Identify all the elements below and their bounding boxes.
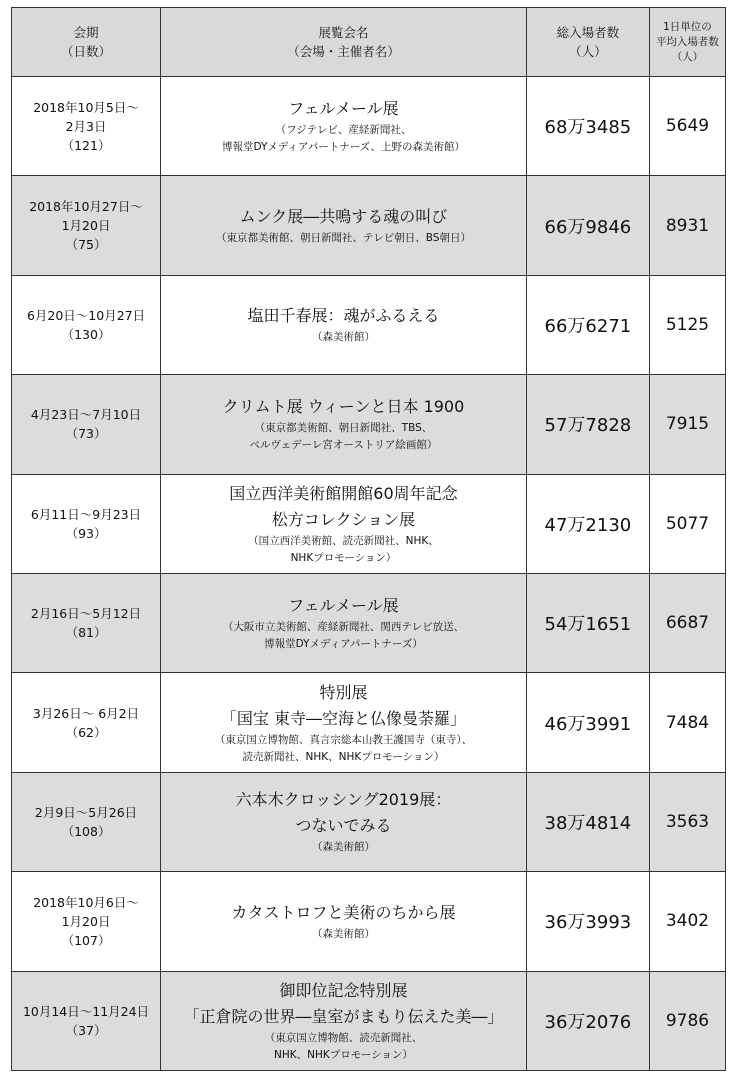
period-cell: 2018年10月6日～ 1月20日 （107） bbox=[12, 872, 161, 971]
exhibition-organizers: （国立西洋美術館、読売新聞社、NHK、 NHKプロモーション） bbox=[248, 534, 439, 564]
daily-average-cell: 8931 bbox=[649, 176, 725, 275]
daily-average-cell: 5125 bbox=[649, 275, 725, 374]
exhibition-title: 特別展 「国宝 東寺―空海と仏像曼荼羅」 bbox=[220, 682, 467, 728]
header-name: 展覧会名 （会場・主催者名） bbox=[161, 8, 527, 77]
period-cell: 2月16日～5月12日 （81） bbox=[12, 573, 161, 672]
table-row bbox=[12, 176, 726, 275]
exhibition-title: 国立西洋美術館開館60周年記念 松方コレクション展 bbox=[229, 483, 458, 529]
exhibition-attendance-table bbox=[11, 7, 726, 1071]
daily-average-cell: 3563 bbox=[649, 772, 725, 871]
exhibition-organizers: （森美術館） bbox=[311, 927, 375, 940]
total-visitors-cell: 68万3485 bbox=[526, 77, 649, 176]
exhibition-title: 六本木クロッシング2019展： つないでみる bbox=[235, 790, 452, 836]
exhibition-title: カタストロフと美術のちから展 bbox=[231, 902, 456, 922]
exhibition-title: 御即位記念特別展 「正倉院の世界―皇室がまもり伝えた美―」 bbox=[183, 980, 504, 1026]
exhibition-organizers: （東京国立博物館、真言宗総本山教王護国寺（東寺）、 読売新聞社、NHK、NHKプロモーション） bbox=[214, 733, 473, 763]
table-row bbox=[12, 375, 726, 474]
exhibition-organizers: （大阪市立美術館、産経新聞社、関西テレビ放送、 博報堂DYメディアパートナーズ） bbox=[222, 621, 465, 651]
daily-average-cell: 6687 bbox=[649, 573, 725, 672]
table-row bbox=[12, 971, 726, 1070]
total-visitors-cell: 54万1651 bbox=[526, 573, 649, 672]
header-period: 会期 （日数） bbox=[12, 8, 161, 77]
exhibition-organizers: （森美術館） bbox=[311, 841, 375, 854]
exhibition-cell bbox=[161, 375, 527, 474]
total-visitors-cell: 46万3991 bbox=[526, 673, 649, 772]
exhibition-title: クリムト展 ウィーンと日本 1900 bbox=[222, 397, 465, 417]
total-visitors-cell: 36万2076 bbox=[526, 971, 649, 1070]
period-cell: 4月23日～7月10日 （73） bbox=[12, 375, 161, 474]
daily-average-cell: 5649 bbox=[649, 77, 725, 176]
exhibition-cell bbox=[161, 474, 527, 573]
period-cell: 2018年10月5日～ 2月3日 （121） bbox=[12, 77, 161, 176]
table-row bbox=[12, 275, 726, 374]
total-visitors-cell: 66万6271 bbox=[526, 275, 649, 374]
daily-average-cell: 5077 bbox=[649, 474, 725, 573]
table-row bbox=[12, 474, 726, 573]
exhibition-cell bbox=[161, 176, 527, 275]
period-cell: 2月9日～5月26日 （108） bbox=[12, 772, 161, 871]
table-row bbox=[12, 573, 726, 672]
total-visitors-cell: 66万9846 bbox=[526, 176, 649, 275]
exhibition-organizers: （フジテレビ、産経新聞社、 博報堂DYメディアパートナーズ、上野の森美術館） bbox=[221, 124, 465, 154]
daily-average-cell: 9786 bbox=[649, 971, 725, 1070]
exhibition-organizers: （東京都美術館、朝日新聞社、テレビ朝日、BS朝日） bbox=[215, 232, 471, 245]
daily-average-cell: 3402 bbox=[649, 872, 725, 971]
exhibition-title: フェルメール展 bbox=[288, 596, 399, 616]
exhibition-cell bbox=[161, 772, 527, 871]
exhibition-cell bbox=[161, 275, 527, 374]
exhibition-title: フェルメール展 bbox=[288, 99, 399, 119]
header-total: 総入場者数 （人） bbox=[526, 8, 649, 77]
exhibition-organizers: （森美術館） bbox=[311, 331, 375, 344]
exhibition-organizers: （東京国立博物館、読売新聞社、 NHK、NHKプロモーション） bbox=[264, 1031, 423, 1061]
table-row bbox=[12, 772, 726, 871]
total-visitors-cell: 36万3993 bbox=[526, 872, 649, 971]
exhibition-cell bbox=[161, 872, 527, 971]
total-visitors-cell: 47万2130 bbox=[526, 474, 649, 573]
period-cell: 6月20日～10月27日 （130） bbox=[12, 275, 161, 374]
total-visitors-cell: 38万4814 bbox=[526, 772, 649, 871]
exhibition-cell bbox=[161, 971, 527, 1070]
exhibition-title: ムンク展―共鳴する魂の叫び bbox=[239, 207, 448, 227]
exhibition-cell bbox=[161, 673, 527, 772]
period-cell: 10月14日～11月24日 （37） bbox=[12, 971, 161, 1070]
daily-average-cell: 7915 bbox=[649, 375, 725, 474]
period-cell: 2018年10月27日～ 1月20日 （75） bbox=[12, 176, 161, 275]
table-row bbox=[12, 872, 726, 971]
exhibition-cell bbox=[161, 77, 527, 176]
period-cell: 6月11日～9月23日 （93） bbox=[12, 474, 161, 573]
period-cell: 3月26日～ 6月2日 （62） bbox=[12, 673, 161, 772]
table-row bbox=[12, 673, 726, 772]
table-row bbox=[12, 77, 726, 176]
exhibition-title: 塩田千春展：魂がふるえる bbox=[247, 306, 440, 326]
exhibition-cell bbox=[161, 573, 527, 672]
daily-average-cell: 7484 bbox=[649, 673, 725, 772]
header-avg: 1日単位の 平均入場者数 （人） bbox=[649, 8, 725, 77]
total-visitors-cell: 57万7828 bbox=[526, 375, 649, 474]
header-row bbox=[12, 8, 726, 77]
exhibition-organizers: （東京都美術館、朝日新聞社、TBS、 ベルヴェデーレ宮オーストリア絵画館） bbox=[249, 422, 438, 452]
